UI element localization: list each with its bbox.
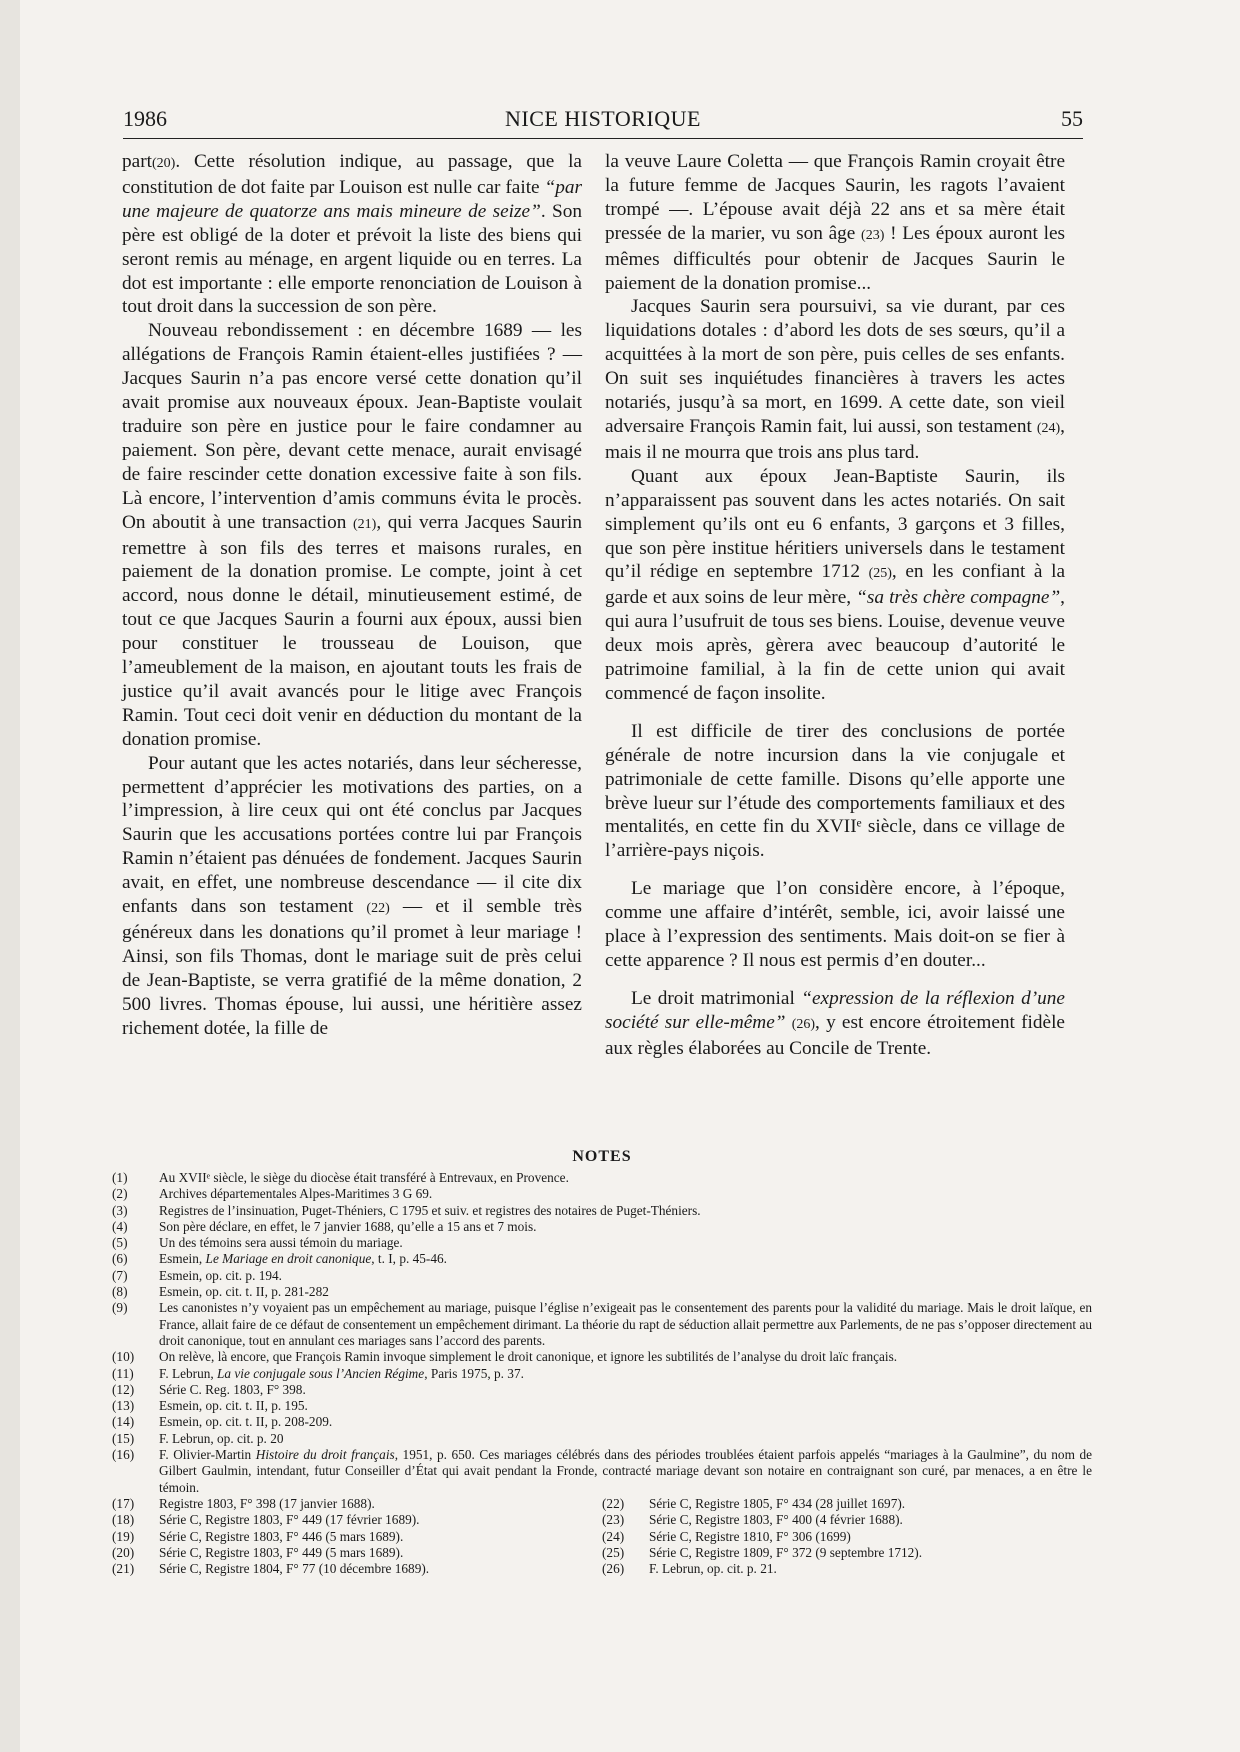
text-run: Au XVIIᵉ siècle, le siège du diocèse était transféré à Entrevaux, en Provence. xyxy=(159,1170,569,1185)
paragraph xyxy=(122,752,582,1041)
text-run: ! Les époux auront les mêmes difficultés pour obtenir de Jacques Saurin le paiement de la donation promise... xyxy=(605,222,1065,294)
text-run: , t. I, p. 45-46. xyxy=(371,1251,447,1267)
footnote-text: Série C, Registre 1804, F° 77 (10 décembre 1689). xyxy=(159,1561,430,1577)
footnote-number: (9) xyxy=(112,1300,128,1316)
text-run: Quant aux époux Jean-Baptiste Saurin, ils n’apparaissent pas souvent dans les actes notariés. On sait simplement qu’ils ont eu 6 enfants, 3 garçons et 3 filles, que son père institue héritiers universels dans le testament qu’il rédige en septembre 1712 xyxy=(605,465,1065,583)
text-run: F. Lebrun, xyxy=(159,1365,218,1381)
footnote xyxy=(112,1203,1092,1219)
notes-two-column xyxy=(112,1496,1092,1577)
paragraph xyxy=(605,877,1065,973)
footnote-text xyxy=(159,1366,1092,1382)
text-run: , qui verra Jacques Saurin remettre à son fils des terres et maisons rurales, en paiement de la donation promise. Le compte, joint à cet accord, nous donne le détail, minutieusement estimé, de tout ce que Jacques Saurin a fourni aux époux, aussi bien pour constituer le trousseau de Louison, que l’ameublement de la maison, en ajoutant touts les frais de justice qu’il avait avancés pour le litige avec François Ramin. Tout ceci doit venir en déduction du montant de la donation promise. xyxy=(122,511,582,750)
notes-list-left xyxy=(112,1496,602,1577)
text-run: Esmein, op. cit. t. II, p. 281-282 xyxy=(159,1284,329,1300)
footnote-number: (4) xyxy=(112,1218,128,1234)
footnote xyxy=(112,1414,1092,1430)
footnote-number: (12) xyxy=(112,1381,135,1397)
paragraph xyxy=(122,150,582,319)
footnote-number: (16) xyxy=(112,1447,135,1463)
paragraph xyxy=(605,987,1065,1061)
footnote-number: (3) xyxy=(112,1202,128,1218)
italic-quote: La vie conjugale sous l’Ancien Régime xyxy=(217,1365,425,1381)
footnote xyxy=(112,1447,1092,1496)
notes-section xyxy=(112,1170,1092,1577)
footnote xyxy=(112,1545,602,1561)
paragraph xyxy=(605,150,1065,295)
text-run: . Son père est obligé de la doter et prévoit la liste des biens qui seront remis au ménage, en argent liquide ou en terres. La dot est importante : elle emporte renonciation de Louison à tout droit dans la succession de son père. xyxy=(122,200,582,318)
footnote xyxy=(112,1284,1092,1300)
footnote-text xyxy=(159,1431,1092,1447)
footnote-number: (18) xyxy=(112,1512,135,1528)
text-run: Série C. Reg. 1803, F° 398. xyxy=(159,1381,306,1397)
journal-title: NICE HISTORIQUE xyxy=(505,106,701,131)
footnote xyxy=(112,1186,1092,1202)
footnote-number: (5) xyxy=(112,1235,128,1251)
text-run: part xyxy=(122,151,152,172)
text-run: Registres de l’insinuation, Puget-Théniers, C 1795 et suiv. et registres des notaires de Puget-Théniers. xyxy=(159,1202,701,1218)
footnote-text: Série C, Registre 1803, F° 449 (5 mars 1689). xyxy=(159,1544,404,1560)
footnote-number: (1) xyxy=(112,1170,128,1185)
footnote xyxy=(112,1251,1092,1267)
italic-quote: “par une majeure de quatorze ans mais mineure de seize” xyxy=(122,176,582,222)
text-run: Il est difficile de tirer des conclusions de portée générale de notre incursion dans la vie conjugale et patrimoniale de cette famille. Disons qu’elle apporte une brève lueur sur l’étude des comportements familiaux et des mentalités, en cette fin du XVIIᵉ siècle, dans ce village de l’arrière-pays niçois. xyxy=(605,720,1065,862)
footnote-text xyxy=(159,1349,1092,1365)
footnote xyxy=(112,1170,1092,1186)
paragraph xyxy=(122,319,582,751)
text-run: Les canonistes n’y voyaient pas un empêchement au mariage, puisque l’église n’exigeait pas le consentement des parents pour la validité du mariage. Mais le droit laïque, en France, allait faire de ce défaut de consentement un empêchement dirimant. La théorie du rapt de séduction allait permettre aux Parlements, de ne pas s’opposer directement au droit canonique, tout en annulant ces mariages sans l’accord des parents. xyxy=(159,1300,1092,1348)
italic-quote: Histoire du droit français xyxy=(255,1447,395,1463)
footnote-text xyxy=(159,1235,1092,1251)
notes-list-right xyxy=(602,1496,1092,1577)
footnote-number: (20) xyxy=(112,1544,135,1560)
footnote-text xyxy=(159,1268,1092,1284)
footnote xyxy=(112,1512,602,1528)
text-run: F. Olivier-Martin xyxy=(159,1447,256,1463)
footnote xyxy=(602,1496,1092,1512)
footnote-number: (26) xyxy=(602,1561,625,1577)
footnote-text xyxy=(159,1447,1092,1496)
footnote xyxy=(112,1366,1092,1382)
footnote-text xyxy=(159,1219,1092,1235)
footnote-number: (7) xyxy=(112,1267,128,1283)
footnote-ref: (21) xyxy=(353,516,377,532)
footnote-number: (15) xyxy=(112,1430,135,1446)
footnote-text: Série C, Registre 1803, F° 400 (4 février 1688). xyxy=(649,1512,903,1528)
footnote xyxy=(112,1398,1092,1414)
footnote-text: Série C, Registre 1803, F° 449 (17 février 1689). xyxy=(159,1512,420,1528)
italic-quote: Le Mariage en droit canonique xyxy=(205,1251,372,1267)
text-run: Jacques Saurin sera poursuivi, sa vie durant, par ces liquidations dotales : d’abord les dots de ses sœurs, qu’il a acquittées à la mort de son père, puis celles de ses enfants. On suit ses inquiétudes financières à travers les actes notariés, jusqu’à sa mort, en 1699. A cette date, son vieil adversaire François Ramin fait, lui aussi, son testament xyxy=(605,296,1065,437)
text-run: , en les confiant à la garde et aux soins de leur mère, xyxy=(605,561,1066,609)
text-run: — et il semble très généreux dans les donations qu’il promet à leur mariage ! Ainsi, son fils Thomas, dont le mariage suit de près celui de Jean-Baptiste, se verra gratifié de la même donation, 2 500 livres. Thomas épouse, lui aussi, une héritière assez richement dotée, la fille de xyxy=(122,896,582,1039)
text-run: Le droit matrimonial xyxy=(631,987,802,1009)
footnote-text: Série C, Registre 1809, F° 372 (9 septembre 1712). xyxy=(649,1544,923,1560)
footnote-text: Série C, Registre 1805, F° 434 (28 juillet 1697). xyxy=(649,1495,906,1511)
footnote-number: (13) xyxy=(112,1398,135,1414)
text-run: Archives départementales Alpes-Maritimes 3 G 69. xyxy=(159,1186,433,1202)
footnote-ref: (25) xyxy=(868,566,892,582)
italic-quote: “sa très chère compagne” xyxy=(856,587,1061,609)
header-year: 1986 xyxy=(123,106,167,131)
running-header xyxy=(123,104,1083,139)
text-run: On relève, là encore, que François Ramin invoque simplement le droit canonique, et ignore les subtilités de l’analyse du droit laïc français. xyxy=(159,1349,898,1365)
footnote-number: (19) xyxy=(112,1528,135,1544)
footnote-ref: (26) xyxy=(791,1016,816,1032)
footnote-text xyxy=(159,1382,1092,1398)
footnote xyxy=(602,1545,1092,1561)
footnote-number: (6) xyxy=(112,1251,128,1267)
text-run: , y est encore étroitement fidèle aux règles élaborées au Concile de Trente. xyxy=(605,1011,1065,1059)
footnote-text xyxy=(159,1170,1092,1186)
footnote-number: (8) xyxy=(112,1284,128,1300)
footnote-text: Série C, Registre 1803, F° 446 (5 mars 1689). xyxy=(159,1528,404,1544)
footnote-text xyxy=(159,1414,1092,1430)
text-run: Le mariage que l’on considère encore, à l’époque, comme une affaire d’intérêt, semble, ici, avoir laissé une place à l’expression des sentiments. Mais doit-on se fier à cette apparence ? Il nous est permis d’en douter... xyxy=(605,878,1065,971)
text-run: Esmein, op. cit. t. II, p. 208-209. xyxy=(159,1414,333,1430)
text-run: Un des témoins sera aussi témoin du mariage. xyxy=(159,1235,403,1251)
footnote-text: F. Lebrun, op. cit. p. 21. xyxy=(649,1561,777,1577)
footnote-text xyxy=(159,1186,1092,1202)
footnote xyxy=(602,1529,1092,1545)
footnote-text xyxy=(159,1398,1092,1414)
right-column xyxy=(605,150,1065,1061)
footnote xyxy=(112,1219,1092,1235)
footnote-ref: (22) xyxy=(366,901,390,917)
paragraph xyxy=(605,295,1065,464)
text-run: F. Lebrun, op. cit. p. 20 xyxy=(159,1430,284,1446)
footnote-text xyxy=(159,1284,1092,1300)
footnote-number: (21) xyxy=(112,1561,135,1577)
footnote-text: Série C, Registre 1810, F° 306 (1699) xyxy=(649,1528,851,1544)
text-run: Esmein, op. cit. t. II, p. 195. xyxy=(159,1398,308,1414)
document-page xyxy=(20,0,1240,1752)
paragraph xyxy=(605,720,1065,863)
footnote-text xyxy=(159,1203,1092,1219)
footnote xyxy=(602,1512,1092,1528)
text-run: Esmein, xyxy=(159,1251,206,1267)
footnote-text xyxy=(159,1300,1092,1349)
footnote-number: (25) xyxy=(602,1544,625,1560)
footnote-text xyxy=(159,1251,1092,1267)
footnote-ref: (24) xyxy=(1036,420,1061,436)
binding-gutter xyxy=(0,0,20,1752)
footnote xyxy=(112,1431,1092,1447)
footnote-number: (14) xyxy=(112,1414,135,1430)
footnote-ref: (20) xyxy=(151,156,176,171)
page-number: 55 xyxy=(1061,106,1083,131)
text-run: Nouveau rebondissement : en décembre 1689 — les allégations de François Ramin étaient-elles justifiées ? — Jacques Saurin n’a pas encore versé cette donation qu’il avait promise aux nouveaux époux. Jean-Baptiste voulait traduire son père en justice pour le faire condamner au paiement. Son père, devant cette menace, aurait envisagé de faire rescinder cette donation excessive faite à son fils. Là encore, l’intervention d’amis communs évita le procès. On aboutit à une transaction xyxy=(122,320,582,533)
footnote-number: (23) xyxy=(602,1512,625,1528)
footnote xyxy=(112,1300,1092,1349)
footnote-number: (22) xyxy=(602,1495,625,1511)
text-run: , Paris 1975, p. 37. xyxy=(424,1365,524,1381)
text-run: Pour autant que les actes notariés, dans leur sécheresse, permettent d’apprécier les motivations des parties, on a l’impression, à lire ceux qui ont été conclus par Jacques Saurin que les accusations portées contre lui par François Ramin n’étaient pas dénuées de fondement. Jacques Saurin avait, en effet, une nombreuse descendance — il cite dix enfants dans son testament xyxy=(122,752,582,918)
footnote xyxy=(112,1561,602,1577)
text-run: Son père déclare, en effet, le 7 janvier 1688, qu’elle a 15 ans et 7 mois. xyxy=(159,1218,537,1234)
text-run: , 1951, p. 650. Ces mariages célébrés dans des périodes troublées étaient parfois appelés “mariages à la Gaulmine”, du nom de Gilbert Gaulmin, intendant, futur Conseiller d’État qui avait pendant la Fronde, contracté mariage devant son notaire en contraignant son curé, par menaces, a en être le témoin. xyxy=(159,1447,1093,1495)
footnote xyxy=(112,1349,1092,1365)
footnote-number: (10) xyxy=(112,1349,135,1365)
footnote xyxy=(112,1496,602,1512)
notes-heading: NOTES xyxy=(572,1148,632,1165)
text-run: la veuve Laure Coletta — que François Ramin croyait être la future femme de Jacques Saurin, les ragots l’avaient trompé —. L’épouse avait déjà 22 ans et sa mère était pressée de la marier, vu son âge xyxy=(605,151,1065,244)
text-run: Esmein, op. cit. p. 194. xyxy=(159,1267,282,1283)
paragraph xyxy=(605,465,1065,706)
footnote-text: Registre 1803, F° 398 (17 janvier 1688). xyxy=(159,1495,375,1511)
notes-list xyxy=(112,1170,1092,1496)
footnote-number: (11) xyxy=(112,1365,134,1381)
footnote xyxy=(112,1529,602,1545)
footnote xyxy=(112,1268,1092,1284)
footnote-number: (2) xyxy=(112,1186,128,1202)
footnote-number: (17) xyxy=(112,1495,135,1511)
footnote-ref: (23) xyxy=(861,227,885,243)
footnote xyxy=(602,1561,1092,1577)
footnote xyxy=(112,1235,1092,1251)
footnote xyxy=(112,1382,1092,1398)
text-run: , mais il ne mourra que trois ans plus tard. xyxy=(605,415,1065,463)
footnote-number: (24) xyxy=(602,1528,625,1544)
left-column xyxy=(122,150,582,1041)
text-run: . Cette résolution indique, au passage, que la constitution de dot faite par Louison est nulle car faite xyxy=(122,151,582,198)
italic-quote: “expression de la réflexion d’une société sur elle-même” xyxy=(605,987,1065,1033)
text-run: , qui aura l’usufruit de tous ses biens. Louise, devenue veuve deux mois après, gèrera avec beaucoup d’autorité le patrimoine familial, à la fin de cette union qui avait commencé de façon insolite. xyxy=(605,587,1065,704)
